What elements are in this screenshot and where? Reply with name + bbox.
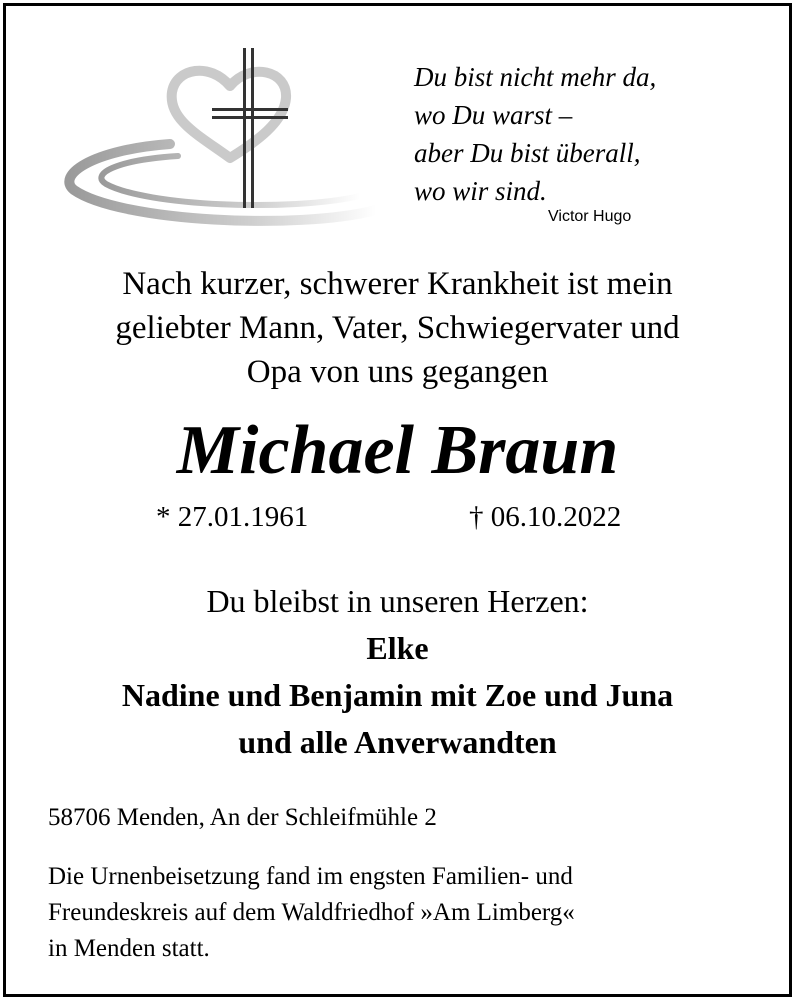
birth-date: * 27.01.1961 [156,501,309,533]
mourner-name: und alle Anverwandten [238,724,557,760]
poem [414,58,714,210]
address: 58706 Menden, An der Schleifmühle 2 [48,804,437,831]
notice-line: Die Urnenbeisetzung fand im engsten Familien- und [48,863,573,890]
death-date: † 06.10.2022 [469,501,622,533]
mourners [0,578,795,766]
poem-author: Victor Hugo [548,208,632,225]
mourner-name: Elke [366,630,429,666]
poem-line: wo Du warst – [414,100,573,130]
intro-line: Opa von uns gegangen [246,354,549,390]
intro-text [0,262,795,394]
intro-line: Nach kurzer, schwerer Krankheit ist mein [122,266,673,302]
notice-line: Freundeskreis auf dem Waldfriedhof »Am Limberg« [48,899,575,926]
poem-line: aber Du bist überall, [414,138,641,168]
heart-cross-icon [60,40,390,230]
deceased-name: Michael Braun [176,412,619,489]
intro-line: geliebter Mann, Vater, Schwiegervater und [115,310,680,346]
poem-line: wo wir sind. [414,176,547,206]
poem-line: Du bist nicht mehr da, [414,62,657,92]
mourner-name: Nadine und Benjamin mit Zoe und Juna [121,677,674,713]
burial-notice [48,859,768,967]
mourners-heading: Du bleibst in unseren Herzen: [206,583,589,619]
notice-line: in Menden statt. [48,935,210,962]
